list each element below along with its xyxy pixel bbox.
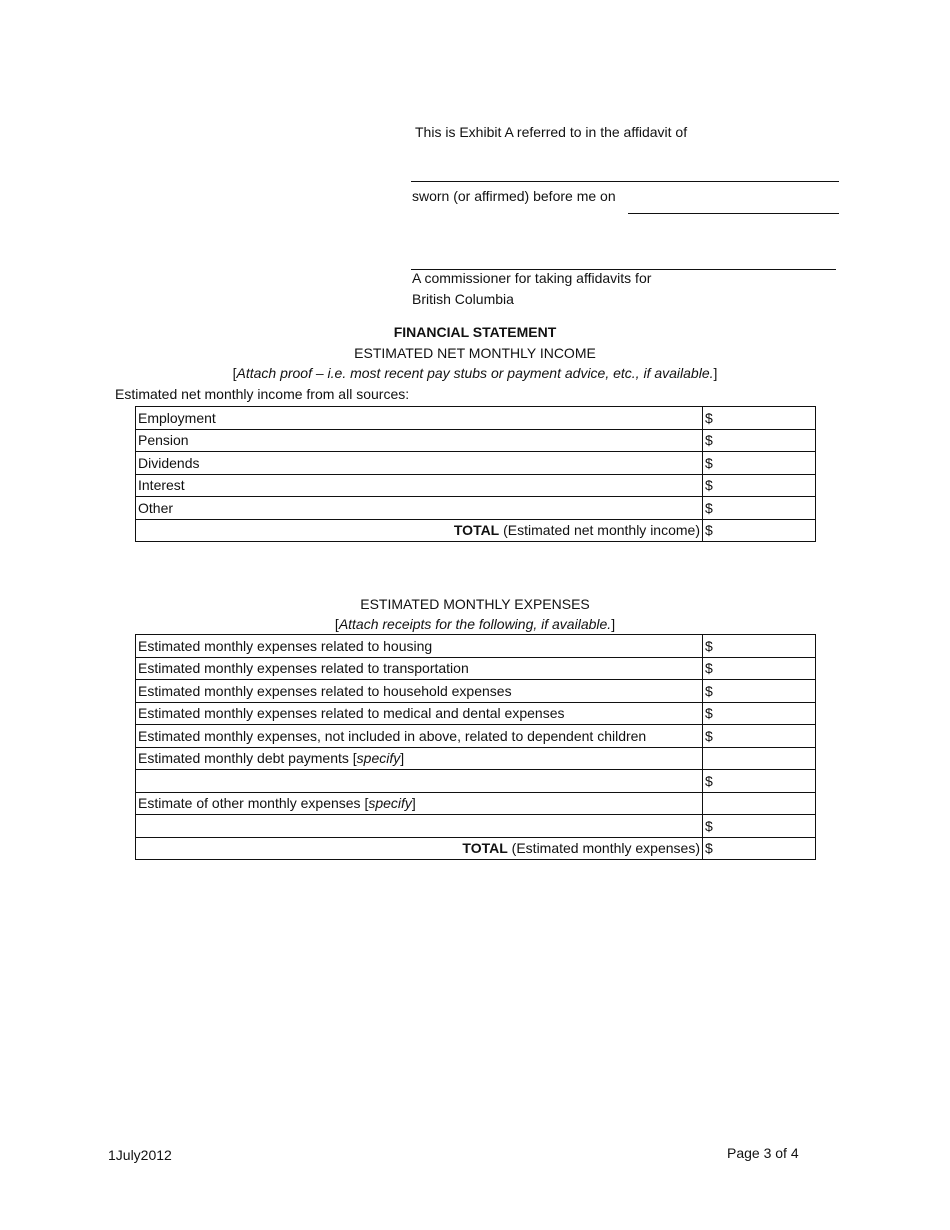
expense-label-transportation: Estimated monthly expenses related to transportation xyxy=(136,657,703,680)
expense-amount-household[interactable]: $ xyxy=(703,680,816,703)
footer-page-number: Page 3 of 4 xyxy=(727,1145,799,1161)
income-label-employment: Employment xyxy=(136,407,703,430)
footer-date: 1July2012 xyxy=(108,1147,172,1163)
income-amount-other[interactable]: $ xyxy=(703,497,816,520)
expense-label-household: Estimated monthly expenses related to household expenses xyxy=(136,680,703,703)
table-row xyxy=(136,680,816,703)
commissioner-line-2: British Columbia xyxy=(412,291,514,307)
expenses-note-close: ] xyxy=(611,616,616,632)
expense-amount-housing[interactable]: $ xyxy=(703,635,816,658)
expense-other-specify-field[interactable] xyxy=(136,815,703,838)
income-total-rest: (Estimated net monthly income) xyxy=(499,522,700,539)
table-row xyxy=(136,657,816,680)
statement-title: FINANCIAL STATEMENT xyxy=(393,324,557,340)
expense-label-medical: Estimated monthly expenses related to medical and dental expenses xyxy=(136,702,703,725)
expense-amount-transportation[interactable]: $ xyxy=(703,657,816,680)
expense-debt-specify-field[interactable] xyxy=(136,770,703,793)
expense-amount-children[interactable]: $ xyxy=(703,725,816,748)
debt-label-text: Estimated monthly debt payments xyxy=(138,750,353,767)
table-row xyxy=(136,429,816,452)
table-row xyxy=(136,792,816,815)
expense-label-children: Estimated monthly expenses, not included in above, related to dependent children xyxy=(136,725,703,748)
affidavit-name-line[interactable] xyxy=(411,181,839,182)
income-amount-pension[interactable]: $ xyxy=(703,429,816,452)
table-row xyxy=(136,837,816,860)
expense-label-housing: Estimated monthly expenses related to housing xyxy=(136,635,703,658)
expenses-subtitle: ESTIMATED MONTHLY EXPENSES xyxy=(360,596,590,612)
other-specify-text: specify xyxy=(368,795,412,812)
table-row xyxy=(136,497,816,520)
income-note-open: [ xyxy=(232,365,237,381)
debt-specify-open: [ xyxy=(352,750,357,767)
income-note xyxy=(0,365,950,381)
table-row xyxy=(136,452,816,475)
expenses-total-bold: TOTAL xyxy=(462,840,508,857)
income-total-amount[interactable]: $ xyxy=(703,519,816,542)
income-label-dividends: Dividends xyxy=(136,452,703,475)
debt-specify-close: ] xyxy=(400,750,405,767)
expense-amount-debt[interactable]: $ xyxy=(703,770,816,793)
exhibit-referred-text: This is Exhibit A referred to in the affidavit of xyxy=(415,124,688,140)
table-row xyxy=(136,474,816,497)
expenses-total-label xyxy=(136,837,703,860)
income-label-other: Other xyxy=(136,497,703,520)
table-row xyxy=(136,770,816,793)
table-row xyxy=(136,407,816,430)
income-table xyxy=(135,406,816,542)
income-total-label xyxy=(136,519,703,542)
expense-amount-debt-header xyxy=(703,747,816,770)
table-row xyxy=(136,635,816,658)
other-specify-open: [ xyxy=(364,795,369,812)
expenses-note-open: [ xyxy=(334,616,339,632)
table-row xyxy=(136,702,816,725)
income-label-pension: Pension xyxy=(136,429,703,452)
income-label-interest: Interest xyxy=(136,474,703,497)
table-row xyxy=(136,815,816,838)
income-subtitle: ESTIMATED NET MONTHLY INCOME xyxy=(354,345,596,361)
expenses-note xyxy=(0,616,950,632)
other-label-text: Estimate of other monthly expenses xyxy=(138,795,365,812)
income-intro: Estimated net monthly income from all sources: xyxy=(115,386,410,402)
expenses-total-amount[interactable]: $ xyxy=(703,837,816,860)
sworn-text: sworn (or affirmed) before me on xyxy=(412,188,616,204)
expense-amount-other[interactable]: $ xyxy=(703,815,816,838)
expenses-total-rest: (Estimated monthly expenses) xyxy=(507,840,700,857)
expenses-note-text: Attach receipts for the following, if available. xyxy=(338,616,612,632)
expenses-table xyxy=(135,634,816,860)
debt-specify-text: specify xyxy=(356,750,401,767)
commissioner-line-1: A commissioner for taking affidavits for xyxy=(412,270,652,286)
income-total-bold: TOTAL xyxy=(453,522,500,539)
expense-amount-medical[interactable]: $ xyxy=(703,702,816,725)
sworn-date-line[interactable] xyxy=(628,213,839,214)
expense-amount-other-header xyxy=(703,792,816,815)
table-row xyxy=(136,519,816,542)
income-note-text: Attach proof – i.e. most recent pay stubs or payment advice, etc., if available. xyxy=(236,365,714,381)
income-amount-interest[interactable]: $ xyxy=(703,474,816,497)
expense-label-debt xyxy=(136,747,703,770)
expense-label-other xyxy=(136,792,703,815)
other-specify-close: ] xyxy=(411,795,416,812)
income-amount-dividends[interactable]: $ xyxy=(703,452,816,475)
income-note-close: ] xyxy=(713,365,718,381)
table-row xyxy=(136,747,816,770)
income-amount-employment[interactable]: $ xyxy=(703,407,816,430)
table-row xyxy=(136,725,816,748)
